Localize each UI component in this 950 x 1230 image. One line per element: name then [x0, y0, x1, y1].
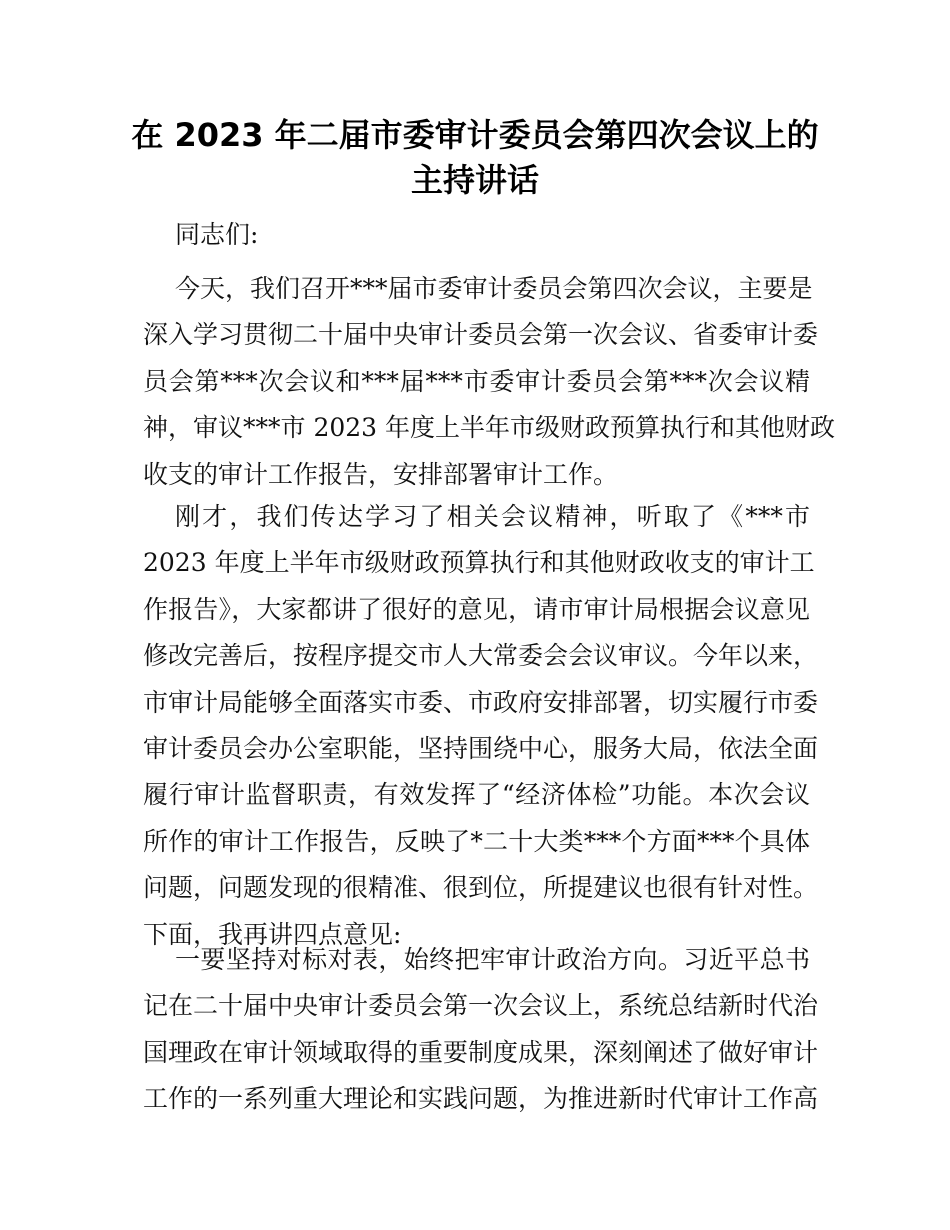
paragraph-line: 履行审计监督职责，有效发挥了“经济体检”功能。本次会议: [143, 780, 810, 810]
salutation: [143, 212, 810, 258]
paragraph-line: 员会第***次会议和***届***市委审计委员会第***次会议精: [143, 366, 810, 396]
paragraph-line: 记在二十届中央审计委员会第一次会议上，系统总结新时代治: [143, 991, 819, 1021]
paragraph-line: 刚才，我们传达学习了相关会议精神，听取了《***市: [175, 502, 810, 531]
paragraph-1: [143, 266, 836, 498]
paragraph-3: [143, 937, 819, 1123]
document-title-line-2: 主持讲话: [410, 161, 539, 199]
paragraph-line: 今天，我们召开***届市委审计委员会第四次会议，主要是: [175, 274, 813, 303]
paragraph-line: 所作的审计工作报告，反映了*二十大类***个方面***个具体: [143, 826, 810, 856]
paragraph-line: 国理政在审计领域取得的重要制度成果，深刻阐述了做好审计: [143, 1037, 819, 1067]
salutation-text: 同志们:: [175, 220, 259, 249]
paragraph-line: 下面，我再讲四点意见:: [143, 919, 402, 949]
paragraph-line: 收支的审计工作报告，安排部署审计工作。: [143, 459, 619, 489]
paragraph-line: 工作的一系列重大理论和实践问题，为推进新时代审计工作高: [143, 1084, 819, 1114]
paragraph-2: [143, 494, 819, 958]
paragraph-line: 一要坚持对标对表，始终把牢审计政治方向。习近平总书: [175, 945, 810, 974]
paragraph-line: 修改完善后，按程序提交市人大常委会会议审议。今年以来，: [143, 641, 819, 671]
paragraph-line: 神，审议***市 2023 年度上半年市级财政预算执行和其他财政: [143, 413, 836, 443]
paragraph-line: 审计委员会办公室职能，坚持围绕中心，服务大局，依法全面: [143, 733, 819, 763]
paragraph-line: 2023 年度上半年市级财政预算执行和其他财政收支的审计工: [143, 548, 815, 578]
document-title-line-1: 在 2023 年二届市委审计委员会第四次会议上的: [131, 116, 819, 154]
paragraph-line: 市审计局能够全面落实市委、市政府安排部署，切实履行市委: [143, 687, 819, 717]
paragraph-line: 深入学习贯彻二十届中央审计委员会第一次会议、省委审计委: [143, 320, 819, 350]
paragraph-line: 问题，问题发现的很精准、很到位，所提建议也很有针对性。: [143, 873, 819, 903]
paragraph-line: 作报告》，大家都讲了很好的意见，请市审计局根据会议意见: [143, 594, 810, 624]
